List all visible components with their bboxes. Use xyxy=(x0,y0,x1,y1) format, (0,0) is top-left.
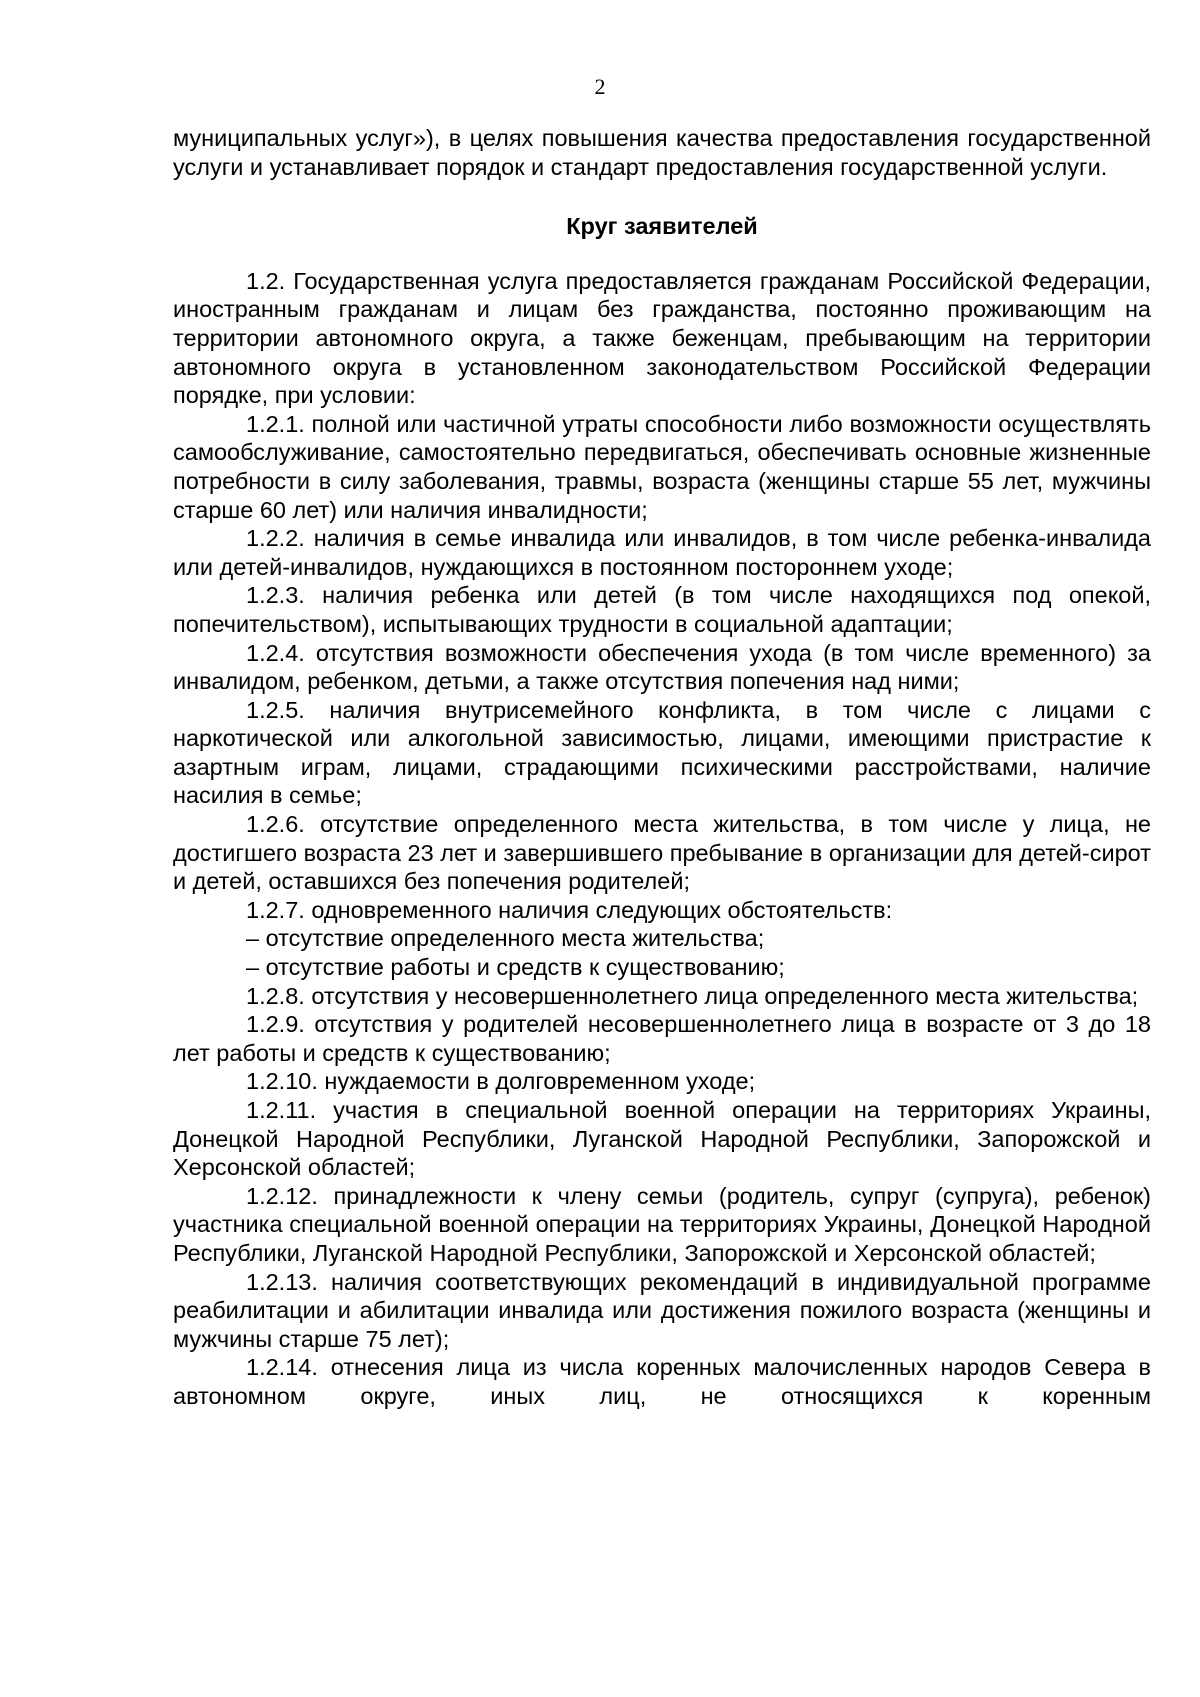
paragraph-1-2-14: 1.2.14. отнесения лица из числа коренных малочисленных народов Севера в автономном округе, иных лиц, не относящихся к коренным xyxy=(173,1354,1151,1409)
paragraph-1-2-4: 1.2.4. отсутствия возможности обеспечения ухода (в том числе временного) за инвалидом, ребенком, детьми, а также отсутствия попечения над ними; xyxy=(173,639,1151,695)
list-item-dash: – отсутствие определенного места жительства; xyxy=(246,925,765,952)
document-body xyxy=(173,124,1151,1411)
page-number: 2 xyxy=(594,74,606,99)
section-heading: Круг заявителей xyxy=(566,213,758,240)
paragraph-1-2: 1.2. Государственная услуга предоставляется гражданам Российской Федерации, иностранным гражданам и лицам без гражданства, постоянно проживающим на территории автономного округа, а также беженцам, пребывающим на территории автономного округа в установленном законодательством Российской Федерации порядке, при условии: xyxy=(173,267,1151,409)
paragraph-1-2-9: 1.2.9. отсутствия у родителей несовершеннолетнего лица в возрасте от 3 до 18 лет работы и средств к существованию; xyxy=(173,1011,1151,1066)
paragraph-1-2-12: 1.2.12. принадлежности к члену семьи (родитель, супруг (супруга), ребенок) участника специальной военной операции на территориях Украины, Донецкой Народной Республики, Луганской Народной Республики, Запорожской и Херсонской областей; xyxy=(173,1182,1151,1266)
paragraph-1-2-3: 1.2.3. наличия ребенка или детей (в том числе находящихся под опекой, попечительством), испытывающих трудности в социальной адаптации; xyxy=(173,582,1151,637)
intro-paragraph: муниципальных услуг»), в целях повышения качества предоставления государственной услуги и устанавливает порядок и стандарт предоставления государственной услуги. xyxy=(173,125,1151,180)
paragraph-1-2-5: 1.2.5. наличия внутрисемейного конфликта, в том числе с лицами с наркотической или алкогольной зависимостью, лицами, имеющими пристрастие к азартным играм, лицами, страдающими психическими расстройствами, наличие насилия в семье; xyxy=(173,696,1151,809)
paragraph-1-2-8: 1.2.8. отсутствия у несовершеннолетнего лица определенного места жительства; xyxy=(246,982,1139,1009)
paragraph-1-2-10: 1.2.10. нуждаемости в долговременном уходе; xyxy=(246,1068,756,1095)
paragraph-1-2-2: 1.2.2. наличия в семье инвалида или инвалидов, в том числе ребенка-инвалида или детей-инвалидов, нуждающихся в постоянном постороннем уходе; xyxy=(173,525,1151,580)
paragraph-1-2-13: 1.2.13. наличия соответствующих рекомендаций в индивидуальной программе реабилитации и абилитации инвалида или достижения пожилого возраста (женщины и мужчины старше 75 лет); xyxy=(173,1268,1151,1352)
paragraph-1-2-7: 1.2.7. одновременного наличия следующих обстоятельств: xyxy=(246,896,893,923)
paragraph-1-2-1: 1.2.1. полной или частичной утраты способности либо возможности осуществлять самообслуживание, самостоятельно передвигаться, обеспечивать основные жизненные потребности в силу заболевания, травмы, возраста (женщины старше 55 лет, мужчины старше 60 лет) или наличия инвалидности; xyxy=(173,410,1151,523)
paragraph-1-2-6: 1.2.6. отсутствие определенного места жительства, в том числе у лица, не достигшего возраста 23 лет и завершившего пребывание в организации для детей-сирот и детей, оставшихся без попечения родителей; xyxy=(173,811,1151,895)
paragraph-1-2-11: 1.2.11. участия в специальной военной операции на территориях Украины, Донецкой Народной Республики, Луганской Народной Республики, Запорожской и Херсонской областей; xyxy=(173,1097,1151,1181)
list-item-dash: – отсутствие работы и средств к существованию; xyxy=(246,954,785,981)
